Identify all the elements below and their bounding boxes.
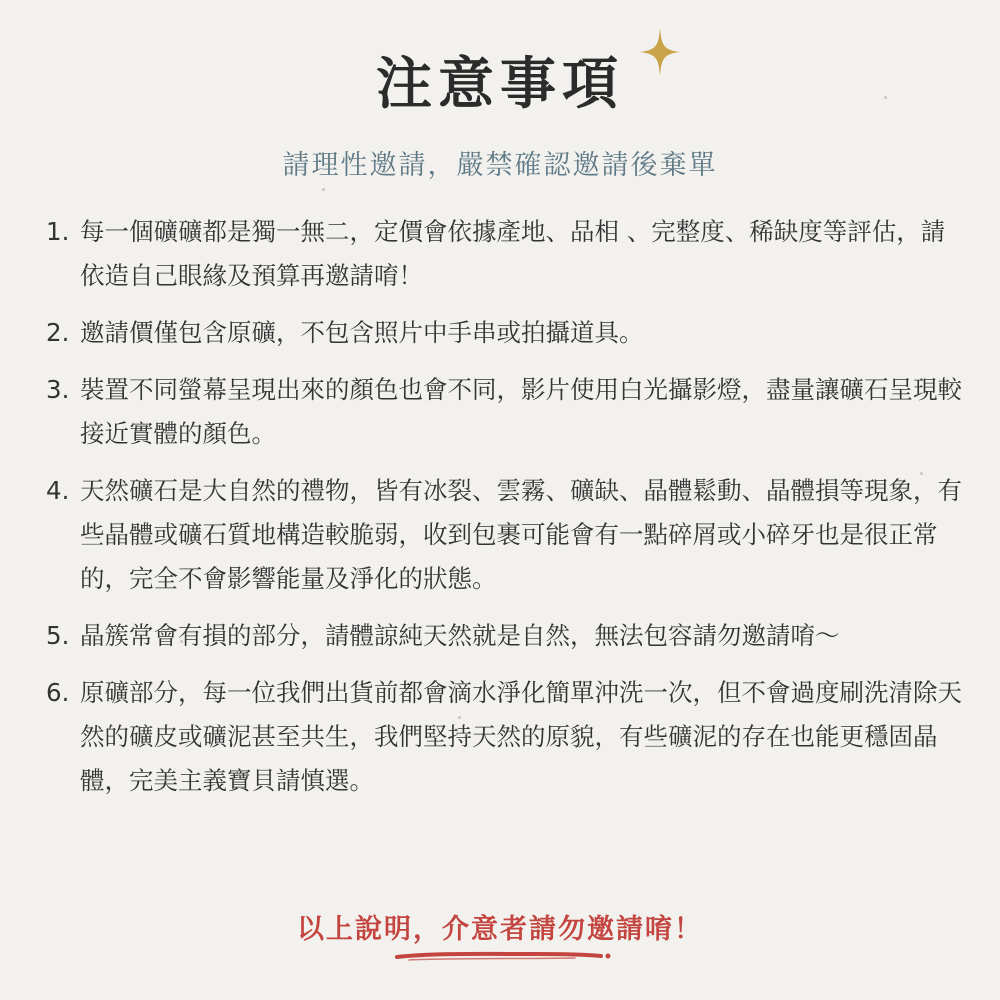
item-number: 1. bbox=[46, 217, 70, 246]
item-number: 5. bbox=[46, 621, 70, 650]
item-text: 每一個礦礦都是獨一無二，定價會依據產地、品相 、完整度、稀缺度等評估，請依造自己眼緣及預算再邀請唷！ bbox=[80, 217, 946, 290]
notes-list bbox=[46, 210, 966, 816]
item-number: 2. bbox=[46, 318, 70, 347]
item-text: 裝置不同螢幕呈現出來的顏色也會不同，影片使用白光攝影燈，盡量讓礦石呈現較接近實體的顏色。 bbox=[80, 375, 962, 448]
item-number: 6. bbox=[46, 678, 70, 707]
item-number: 3. bbox=[46, 375, 70, 404]
brush-underline bbox=[395, 948, 615, 964]
sparkle-icon bbox=[640, 28, 680, 76]
list-item bbox=[46, 614, 966, 658]
footer-text: 以上說明，介意者請勿邀請唷！ bbox=[297, 914, 703, 945]
page-title: 注意事項 bbox=[376, 51, 624, 117]
list-item bbox=[46, 469, 966, 601]
subtitle: 請理性邀請，嚴禁確認邀請後棄單 bbox=[282, 150, 718, 181]
item-text: 晶簇常會有損的部分，請體諒純天然就是自然，無法包容請勿邀請唷～ bbox=[80, 621, 840, 650]
title-block bbox=[0, 44, 1000, 124]
list-item bbox=[46, 311, 966, 355]
list-item bbox=[46, 368, 966, 456]
paper-speck bbox=[322, 188, 325, 191]
footer-note bbox=[0, 910, 1000, 950]
list-item bbox=[46, 210, 966, 298]
item-text: 原礦部分，每一位我們出貨前都會滴水淨化簡單沖洗一次，但不會過度刷洗清除天然的礦皮或礦泥甚至共生，我們堅持天然的原貌，有些礦泥的存在也能更穩固晶體，完美主義寶貝請慎選。 bbox=[80, 678, 962, 795]
item-text: 天然礦石是大自然的禮物，皆有冰裂、雲霧、礦缺、晶體鬆動、晶體損等現象，有些晶體或礦石質地構造較脆弱，收到包裹可能會有一點碎屑或小碎牙也是很正常的，完全不會影響能量及淨化的狀態。 bbox=[80, 476, 962, 593]
list-item bbox=[46, 671, 966, 803]
item-text: 邀請價僅包含原礦，不包含照片中手串或拍攝道具。 bbox=[80, 318, 644, 347]
item-number: 4. bbox=[46, 476, 70, 505]
